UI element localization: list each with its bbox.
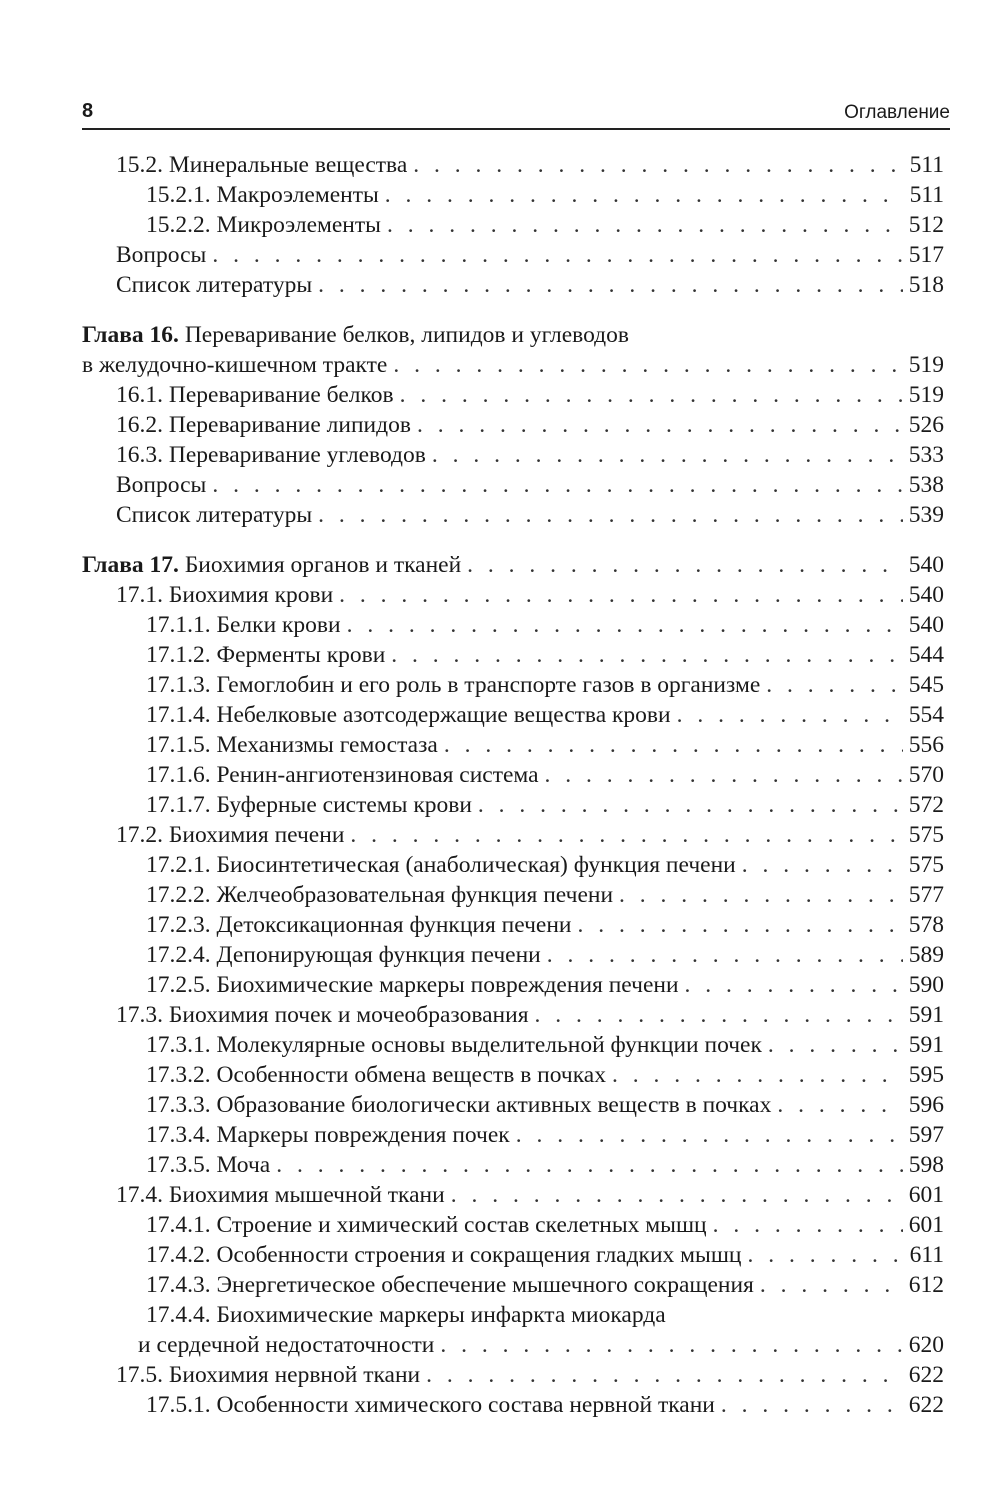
toc-entry-title: 15.2.2. Микроэлементы (146, 212, 381, 238)
toc-page-number: 611 (909, 1242, 944, 1268)
toc-entry-line (146, 1150, 944, 1180)
dot-leader (444, 730, 903, 760)
toc-entry (82, 850, 944, 880)
toc-entry-title: 17.5. Биохимия нервной ткани (116, 1362, 421, 1388)
toc-page-number: 575 (908, 822, 944, 848)
chapter-label: Глава 16. (82, 322, 179, 348)
toc-entry-line (146, 1030, 944, 1060)
running-head: Оглавление (844, 102, 950, 123)
toc-entry (82, 1210, 944, 1240)
dot-leader (777, 1090, 902, 1120)
toc-page-number: 620 (908, 1332, 944, 1358)
toc-entry (82, 180, 944, 210)
dot-leader (318, 500, 903, 530)
toc-entry-title: 17.4.3. Энергетическое обеспечение мышечного сокращения (146, 1272, 754, 1298)
page-number: 8 (82, 100, 94, 122)
toc-entry-title: 17.2. Биохимия печени (116, 822, 345, 848)
toc-entry-title: 17.3.3. Образование биологически активных веществ в почках (146, 1092, 772, 1118)
dot-leader (578, 910, 903, 940)
toc-entry-line (146, 210, 944, 240)
toc-entry (82, 1090, 944, 1120)
table-of-contents (82, 150, 944, 1420)
dot-leader (535, 1000, 903, 1030)
toc-entry (82, 1000, 944, 1030)
toc-entry-title-cont: в желудочно-кишечном тракте (82, 352, 388, 378)
toc-page-number: 591 (908, 1002, 944, 1028)
toc-entry-line (116, 1180, 944, 1210)
dot-leader (612, 1060, 903, 1090)
toc-page-number: 545 (908, 672, 944, 698)
toc-entry (82, 380, 944, 410)
toc-entry-title: 17.1.4. Небелковые азотсодержащие вещества крови (146, 702, 671, 728)
toc-page-number: 526 (908, 412, 944, 438)
toc-entry-title: 17.3.4. Маркеры повреждения почек (146, 1122, 510, 1148)
toc-entry (82, 1030, 944, 1060)
toc-entry-continuation (82, 350, 944, 380)
chapter-label: Глава 17. (82, 552, 179, 578)
toc-entry-title: Список литературы (116, 502, 313, 528)
dot-leader (713, 1210, 903, 1240)
dot-leader (276, 1150, 903, 1180)
dot-leader (619, 880, 903, 910)
toc-entry-line (146, 1120, 944, 1150)
toc-page-number: 589 (908, 942, 944, 968)
dot-leader (478, 790, 903, 820)
toc-entry (82, 150, 944, 180)
toc-entry-title: Переваривание белков, липидов и углеводов (184, 322, 629, 348)
dot-leader (417, 410, 903, 440)
toc-entry-title: 17.2.1. Биосинтетическая (анаболическая) функция печени (146, 852, 736, 878)
dot-leader (545, 760, 903, 790)
toc-entry (82, 240, 944, 270)
dot-leader (685, 970, 903, 1000)
dot-leader (385, 180, 904, 210)
toc-entry-line (116, 270, 944, 300)
toc-entry (82, 640, 944, 670)
toc-entry (82, 940, 944, 970)
toc-entry-line (82, 550, 944, 580)
toc-entry-line (116, 380, 944, 410)
toc-entry (82, 1120, 944, 1150)
toc-page-number: 596 (908, 1092, 944, 1118)
toc-entry-title: 17.3.5. Моча (146, 1152, 271, 1178)
toc-entry-line (116, 470, 944, 500)
toc-entry (82, 1240, 944, 1270)
toc-entry-title: 15.2.1. Макроэлементы (146, 182, 379, 208)
toc-entry-line (146, 730, 944, 760)
toc-entry (82, 730, 944, 760)
dot-leader (467, 550, 903, 580)
toc-page-number: 511 (909, 182, 944, 208)
dot-leader (768, 1030, 903, 1060)
toc-entry (82, 580, 944, 610)
dot-leader (742, 850, 903, 880)
toc-entry-line (146, 910, 944, 940)
toc-entry-title: 17.4.4. Биохимические маркеры инфаркта миокарда (146, 1302, 666, 1328)
toc-entry-title: 17.4. Биохимия мышечной ткани (116, 1182, 445, 1208)
toc-entry-title: 17.3. Биохимия почек и мочеобразования (116, 1002, 529, 1028)
toc-page-number: 591 (908, 1032, 944, 1058)
toc-page-number: 538 (908, 472, 944, 498)
dot-leader (547, 940, 903, 970)
toc-page-number: 544 (908, 642, 944, 668)
toc-entry-continuation (82, 1330, 944, 1360)
toc-page-number: 533 (908, 442, 944, 468)
toc-entry-title: 17.4.1. Строение и химический состав скелетных мышц (146, 1212, 707, 1238)
toc-entry-title: 16.3. Переваривание углеводов (116, 442, 426, 468)
toc-entry (82, 910, 944, 940)
dot-leader (426, 1360, 903, 1390)
toc-entry (82, 880, 944, 910)
chapter-title: Биохимия органов и тканей (184, 552, 462, 578)
toc-entry-title (82, 550, 461, 580)
dot-leader (760, 1270, 903, 1300)
toc-entry-title: 16.2. Переваривание липидов (116, 412, 411, 438)
toc-entry-line (116, 440, 944, 470)
dot-leader (339, 580, 903, 610)
toc-entry-line (116, 240, 944, 270)
toc-entry-line (116, 150, 944, 180)
dot-leader (391, 640, 902, 670)
toc-entry (82, 440, 944, 470)
toc-entry-title: 17.1.5. Механизмы гемостаза (146, 732, 438, 758)
toc-entry-title: 17.1.7. Буферные системы крови (146, 792, 472, 818)
toc-page-number: 577 (908, 882, 944, 908)
toc-page-number: 595 (908, 1062, 944, 1088)
toc-page-number: 598 (908, 1152, 944, 1178)
toc-entry-line (146, 1240, 944, 1270)
dot-leader (347, 610, 903, 640)
toc-entry-line (138, 1330, 944, 1360)
toc-entry-line (116, 1360, 944, 1390)
toc-entry (82, 1390, 944, 1420)
toc-entry-title: 17.2.4. Депонирующая функция печени (146, 942, 541, 968)
toc-page-number: 540 (908, 582, 944, 608)
toc-entry-line (146, 970, 944, 1000)
toc-entry-title: 17.1.1. Белки крови (146, 612, 341, 638)
toc-entry-line (146, 180, 944, 210)
dot-leader (400, 380, 903, 410)
toc-entry-line (116, 820, 944, 850)
toc-entry-line (146, 670, 944, 700)
toc-page-number: 517 (908, 242, 944, 268)
toc-page-number: 540 (908, 612, 944, 638)
toc-entry-title: 17.1.3. Гемоглобин и его роль в транспорте газов в организме (146, 672, 761, 698)
toc-entry-title-cont: и сердечной недостаточности (138, 1332, 435, 1358)
toc-page-number: 519 (908, 352, 944, 378)
toc-entry-title: 17.2.5. Биохимические маркеры повреждения печени (146, 972, 679, 998)
toc-page-number: 612 (908, 1272, 944, 1298)
toc-entry-title: 17.1.6. Ренин-ангиотензиновая система (146, 762, 539, 788)
toc-page-number: 601 (908, 1212, 944, 1238)
toc-entry-line (146, 1210, 944, 1240)
toc-entry (82, 410, 944, 440)
toc-entry (82, 610, 944, 640)
dot-leader (350, 820, 902, 850)
dot-leader (413, 150, 903, 180)
toc-entry-title-line (82, 320, 944, 350)
toc-entry (82, 1060, 944, 1090)
toc-entry (82, 700, 944, 730)
dot-leader (451, 1180, 903, 1210)
toc-entry-title: 17.2.2. Желчеобразовательная функция печени (146, 882, 614, 908)
toc-entry-line (116, 500, 944, 530)
toc-page-number: 622 (908, 1362, 944, 1388)
toc-entry (82, 1150, 944, 1180)
toc-entry-line (146, 1390, 944, 1420)
dot-leader (212, 470, 902, 500)
toc-entry-title: 15.2. Минеральные вещества (116, 152, 408, 178)
toc-entry-line (146, 850, 944, 880)
toc-page-number: 578 (908, 912, 944, 938)
toc-entry (82, 820, 944, 850)
toc-page-number: 622 (908, 1392, 944, 1418)
toc-entry (82, 1270, 944, 1300)
toc-entry-title: 17.3.2. Особенности обмена веществ в почках (146, 1062, 606, 1088)
toc-page-number: 518 (908, 272, 944, 298)
toc-entry-line (116, 580, 944, 610)
toc-page-number: 539 (908, 502, 944, 528)
toc-entry-line (146, 940, 944, 970)
toc-entry-line (146, 880, 944, 910)
toc-page-number: 540 (908, 552, 944, 578)
toc-entry (82, 1360, 944, 1390)
toc-entry-title: Список литературы (116, 272, 313, 298)
toc-entry (82, 470, 944, 500)
toc-entry-title: 16.1. Переваривание белков (116, 382, 394, 408)
toc-entry-line (146, 1060, 944, 1090)
toc-page-number: 519 (908, 382, 944, 408)
page-header (82, 96, 950, 130)
dot-leader (440, 1330, 902, 1360)
toc-entry (82, 1180, 944, 1210)
toc-entry (82, 1300, 944, 1330)
toc-entry-line (146, 610, 944, 640)
toc-entry-line (146, 790, 944, 820)
dot-leader (318, 270, 903, 300)
dot-leader (387, 210, 903, 240)
toc-entry (82, 550, 944, 580)
toc-entry (82, 670, 944, 700)
toc-entry-line (146, 1270, 944, 1300)
dot-leader (766, 670, 902, 700)
dot-leader (432, 440, 903, 470)
toc-entry-title: 17.1.2. Ферменты крови (146, 642, 386, 668)
toc-entry (82, 790, 944, 820)
toc-page-number: 554 (908, 702, 944, 728)
toc-entry-title-line (146, 1300, 944, 1330)
dot-leader (516, 1120, 903, 1150)
dot-leader (721, 1390, 903, 1420)
toc-entry-line (116, 1000, 944, 1030)
toc-page-number: 597 (908, 1122, 944, 1148)
toc-entry-title: Вопросы (116, 242, 207, 268)
toc-entry-line (146, 1090, 944, 1120)
dot-leader (393, 350, 902, 380)
toc-page-number: 570 (908, 762, 944, 788)
toc-entry (82, 970, 944, 1000)
toc-entry-title: 17.1. Биохимия крови (116, 582, 334, 608)
toc-page-number: 511 (909, 152, 944, 178)
toc-entry (82, 270, 944, 300)
toc-entry-line (116, 410, 944, 440)
toc-page-number: 601 (908, 1182, 944, 1208)
toc-page-number: 556 (908, 732, 944, 758)
toc-page-number: 575 (908, 852, 944, 878)
toc-entry-title: 17.2.3. Детоксикационная функция печени (146, 912, 572, 938)
toc-entry-title: 17.5.1. Особенности химического состава нервной ткани (146, 1392, 715, 1418)
toc-entry-title: Вопросы (116, 472, 207, 498)
toc-entry (82, 500, 944, 530)
toc-entry (82, 210, 944, 240)
dot-leader (748, 1240, 904, 1270)
toc-entry-line (146, 700, 944, 730)
toc-entry-title: 17.3.1. Молекулярные основы выделительной функции почек (146, 1032, 762, 1058)
toc-entry-title: 17.4.2. Особенности строения и сокращения гладких мышц (146, 1242, 742, 1268)
toc-entry-line (82, 350, 944, 380)
dot-leader (677, 700, 903, 730)
toc-page-number: 590 (908, 972, 944, 998)
toc-page-number: 572 (908, 792, 944, 818)
dot-leader (212, 240, 902, 270)
toc-page-number: 512 (908, 212, 944, 238)
toc-entry-line (146, 640, 944, 670)
toc-entry (82, 320, 944, 350)
toc-entry (82, 760, 944, 790)
toc-entry-line (146, 760, 944, 790)
